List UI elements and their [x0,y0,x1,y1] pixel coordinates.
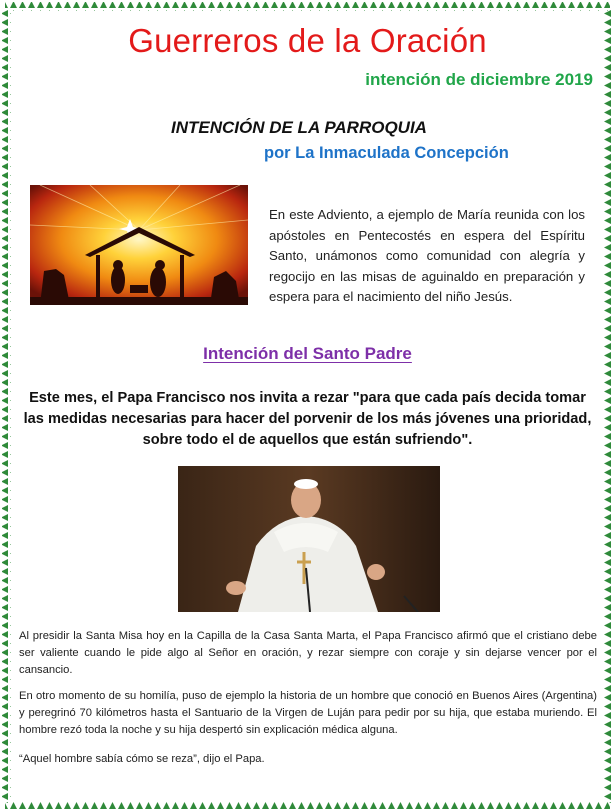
parish-intention-heading: INTENCIÓN DE LA PARROQUIA [171,118,427,137]
pope-francis-photo [178,466,440,612]
nativity-scene-image [30,185,248,305]
pope-intention-heading: Intención del Santo Padre [203,344,412,363]
article-paragraph-2: En otro momento de su homilía, puso de ejemplo la historia de un hombre que conoció en Buenos Aires (Argentina) y peregrinó 70 kilómetros hasta el Santuario de la Virgen de Luján para pedir por su hija, que estaba muriendo. El hombre rezó toda la noche y su hija despertó sin explicación médica alguna. [19,690,597,736]
page-title: Guerreros de la Oración [128,22,487,59]
article-paragraph-3: “Aquel hombre sabía cómo se reza”, dijo el Papa. [19,753,265,765]
pope-intention-quote: Este mes, el Papa Francisco nos invita a rezar "para que cada país decida tomar las medidas necesarias para hacer del porvenir de los más jóvenes una prioridad, sobre todo el de aquellos que están sufriendo". [23,390,592,448]
article-paragraph-1: Al presidir la Santa Misa hoy en la Capilla de la Casa Santa Marta, el Papa Francisco afirmó que el cristiano debe ser valiente cuando le pide algo al Señor en oración, y rezar siempre con coraje y sin dejarse vencer por el cansancio. [19,630,597,676]
parish-intention-text: En este Adviento, a ejemplo de María reunida con los apóstoles en Pentecostés en espera del Espíritu Santo, unámonos como comunidad con alegría y regocijo en las misas de aguinaldo en preparación y espera para el nacimiento del niño Jesús. [269,207,585,304]
parish-intention-subheading: por La Inmaculada Concepción [264,144,509,162]
page-subtitle: intención de diciembre 2019 [365,70,593,89]
